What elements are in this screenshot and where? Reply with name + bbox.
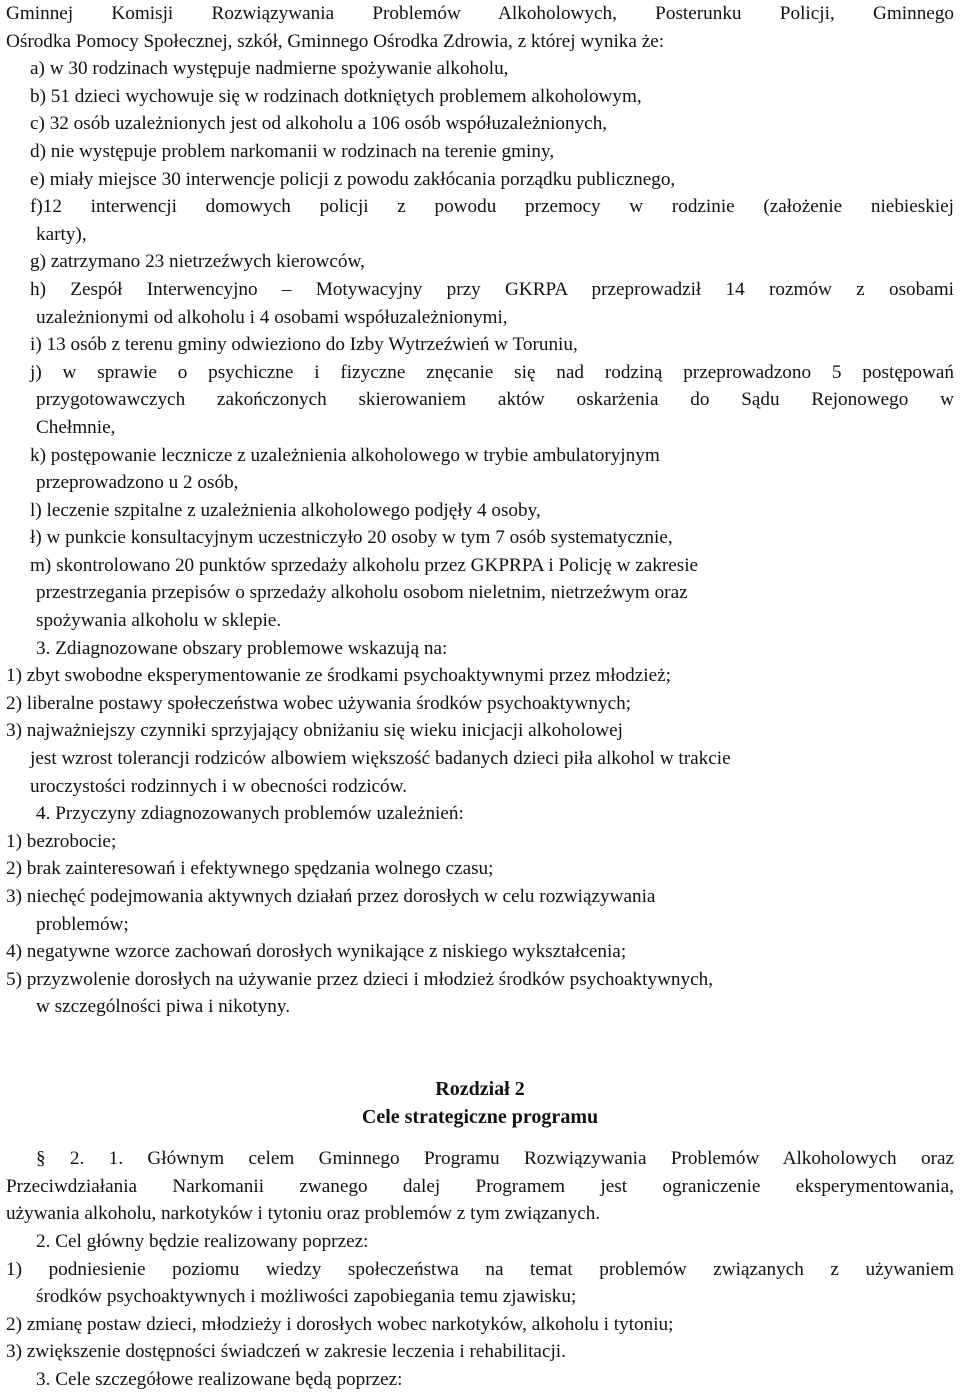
spacer xyxy=(6,1131,954,1145)
paragraph-2-2-item-1-line-1: 1) podniesienie poziomu wiedzy społeczeństwa na temat problemów związanych z używaniem xyxy=(6,1258,954,1280)
section-4-item-5-line-1: 5) przyzwolenie dorosłych na używanie przez dzieci i młodzież środków psychoaktywnych, xyxy=(6,968,714,990)
finding-d: d) nie występuje problem narkomanii w rodzinach na terenie gminy, xyxy=(30,140,555,162)
section-4-item-4: 4) negatywne wzorce zachowań dorosłych wynikające z niskiego wykształcenia; xyxy=(6,941,627,963)
paragraph-2-3-heading: 3. Cele szczegółowe realizowane będą poprzez: xyxy=(36,1368,403,1390)
section-4-item-3-line-2: problemów; xyxy=(36,913,129,935)
finding-j-line-3: Chełmnie, xyxy=(36,416,116,438)
paragraph-2-2-heading: 2. Cel główny będzie realizowany poprzez: xyxy=(36,1230,369,1252)
finding-j-line-1: j) w sprawie o psychiczne i fizyczne znęcanie się nad rodziną przeprowadzono 5 postępowań xyxy=(30,361,954,383)
section-4-item-5-line-2: w szczególności piwa i nikotyny. xyxy=(36,996,290,1018)
finding-m-line-2: przestrzegania przepisów o sprzedaży alkoholu osobom nieletnim, nietrzeźwym oraz xyxy=(36,582,688,604)
finding-b: b) 51 dzieci wychowuje się w rodzinach dotkniętych problemem alkoholowym, xyxy=(30,85,642,107)
paragraph-2-2-item-1-line-2: środków psychoaktywnych i możliwości zapobiegania temu zjawisku; xyxy=(36,1286,577,1308)
finding-f-line-1: f)12 interwencji domowych policji z powodu przemocy w rodzinie (założenie niebieskiej xyxy=(30,196,954,218)
finding-m-line-3: spożywania alkoholu w sklepie. xyxy=(36,610,282,632)
spacer xyxy=(6,1021,954,1076)
finding-i: i) 13 osób z terenu gminy odwieziono do Izby Wytrzeźwień w Toruniu, xyxy=(30,334,578,356)
section-3-item-3-line-1: 3) najważniejszy czynniki sprzyjający obniżaniu się wieku inicjacji alkoholowej xyxy=(6,720,623,742)
finding-k-line-2: przeprowadzono u 2 osób, xyxy=(36,472,239,494)
section-4-heading: 4. Przyczyny zdiagnozowanych problemów uzależnień: xyxy=(36,803,464,825)
finding-k-line-1: k) postępowanie lecznicze z uzależnienia alkoholowego w trybie ambulatoryjnym xyxy=(30,444,660,466)
finding-l-stroke: ł) w punkcie konsultacyjnym uczestniczyło 20 osoby w tym 7 osób systematycznie, xyxy=(30,527,673,549)
section-3-item-3-line-2: jest wzrost tolerancji rodziców albowiem większość badanych dzieci piła alkohol w trakcie xyxy=(30,748,731,770)
finding-c: c) 32 osób uzależnionych jest od alkoholu a 106 osób współuzależnionych, xyxy=(30,113,608,135)
section-3-heading: 3. Zdiagnozowane obszary problemowe wskazują na: xyxy=(36,637,448,659)
finding-g: g) zatrzymano 23 nietrzeźwych kierowców, xyxy=(30,251,365,273)
finding-a: a) w 30 rodzinach występuje nadmierne spożywanie alkoholu, xyxy=(30,58,509,80)
finding-l: l) leczenie szpitalne z uzależnienia alkoholowego podjęły 4 osoby, xyxy=(30,499,541,521)
intro-line-1: Gminnej Komisji Rozwiązywania Problemów Alkoholowych, Posterunku Policji, Gminnego xyxy=(6,3,954,24)
section-4-item-3-line-1: 3) niechęć podejmowania aktywnych działań przez dorosłych w celu rozwiązywania xyxy=(6,886,656,907)
finding-j-line-2: przygotowawczych zakończonych skierowaniem aktów oskarżenia do Sądu Rejonowego w xyxy=(36,389,954,411)
section-4-item-2: 2) brak zainteresowań i efektywnego spędzania wolnego czasu; xyxy=(6,858,494,880)
finding-m-line-1: m) skontrolowano 20 punktów sprzedaży alkoholu przez GKPRPA i Policję w zakresie xyxy=(30,554,699,576)
chapter-subtitle: Cele strategiczne programu xyxy=(361,1105,599,1128)
finding-e: e) miały miejsce 30 interwencje policji z powodu zakłócania porządku publicznego, xyxy=(30,168,676,190)
paragraph-2-2-item-2: 2) zmianę postaw dzieci, młodzieży i dorosłych wobec narkotyków, alkoholu i tytoniu; xyxy=(6,1313,674,1335)
chapter-title: Rozdział 2 xyxy=(435,1077,525,1100)
section-3-item-3-line-3: uroczystości rodzinnych i w obecności rodziców. xyxy=(30,775,408,797)
paragraph-2-1-line-1: § 2. 1. Głównym celem Gminnego Programu Rozwiązywania Problemów Alkoholowych oraz xyxy=(36,1148,954,1170)
paragraph-2-1-line-3: używania alkoholu, narkotyków i tytoniu oraz problemów z tym związanych. xyxy=(6,1203,601,1225)
intro-line-2: Ośrodka Pomocy Społecznej, szkół, Gminnego Ośrodka Zdrowia, z której wynika że: xyxy=(6,30,665,52)
finding-h-line-2: uzależnionymi od alkoholu i 4 osobami współuzależnionymi, xyxy=(36,306,508,328)
paragraph-2-2-item-3: 3) zwiększenie dostępności świadczeń w zakresie leczenia i rehabilitacji. xyxy=(6,1341,566,1363)
paragraph-2-1-line-2: Przeciwdziałania Narkomanii zwanego dalej Programem jest ograniczenie eksperymentowania, xyxy=(6,1175,954,1197)
section-4-item-1: 1) bezrobocie; xyxy=(6,830,117,852)
finding-h-line-1: h) Zespół Interwencyjno – Motywacyjny przy GKRPA przeprowadził 14 rozmów z osobami xyxy=(30,278,954,300)
finding-f-line-2: karty), xyxy=(36,223,87,245)
section-3-item-1: 1) zbyt swobodne eksperymentowanie ze środkami psychoaktywnymi przez młodzież; xyxy=(6,665,671,687)
section-3-item-2: 2) liberalne postawy społeczeństwa wobec używania środków psychoaktywnych; xyxy=(6,692,632,714)
